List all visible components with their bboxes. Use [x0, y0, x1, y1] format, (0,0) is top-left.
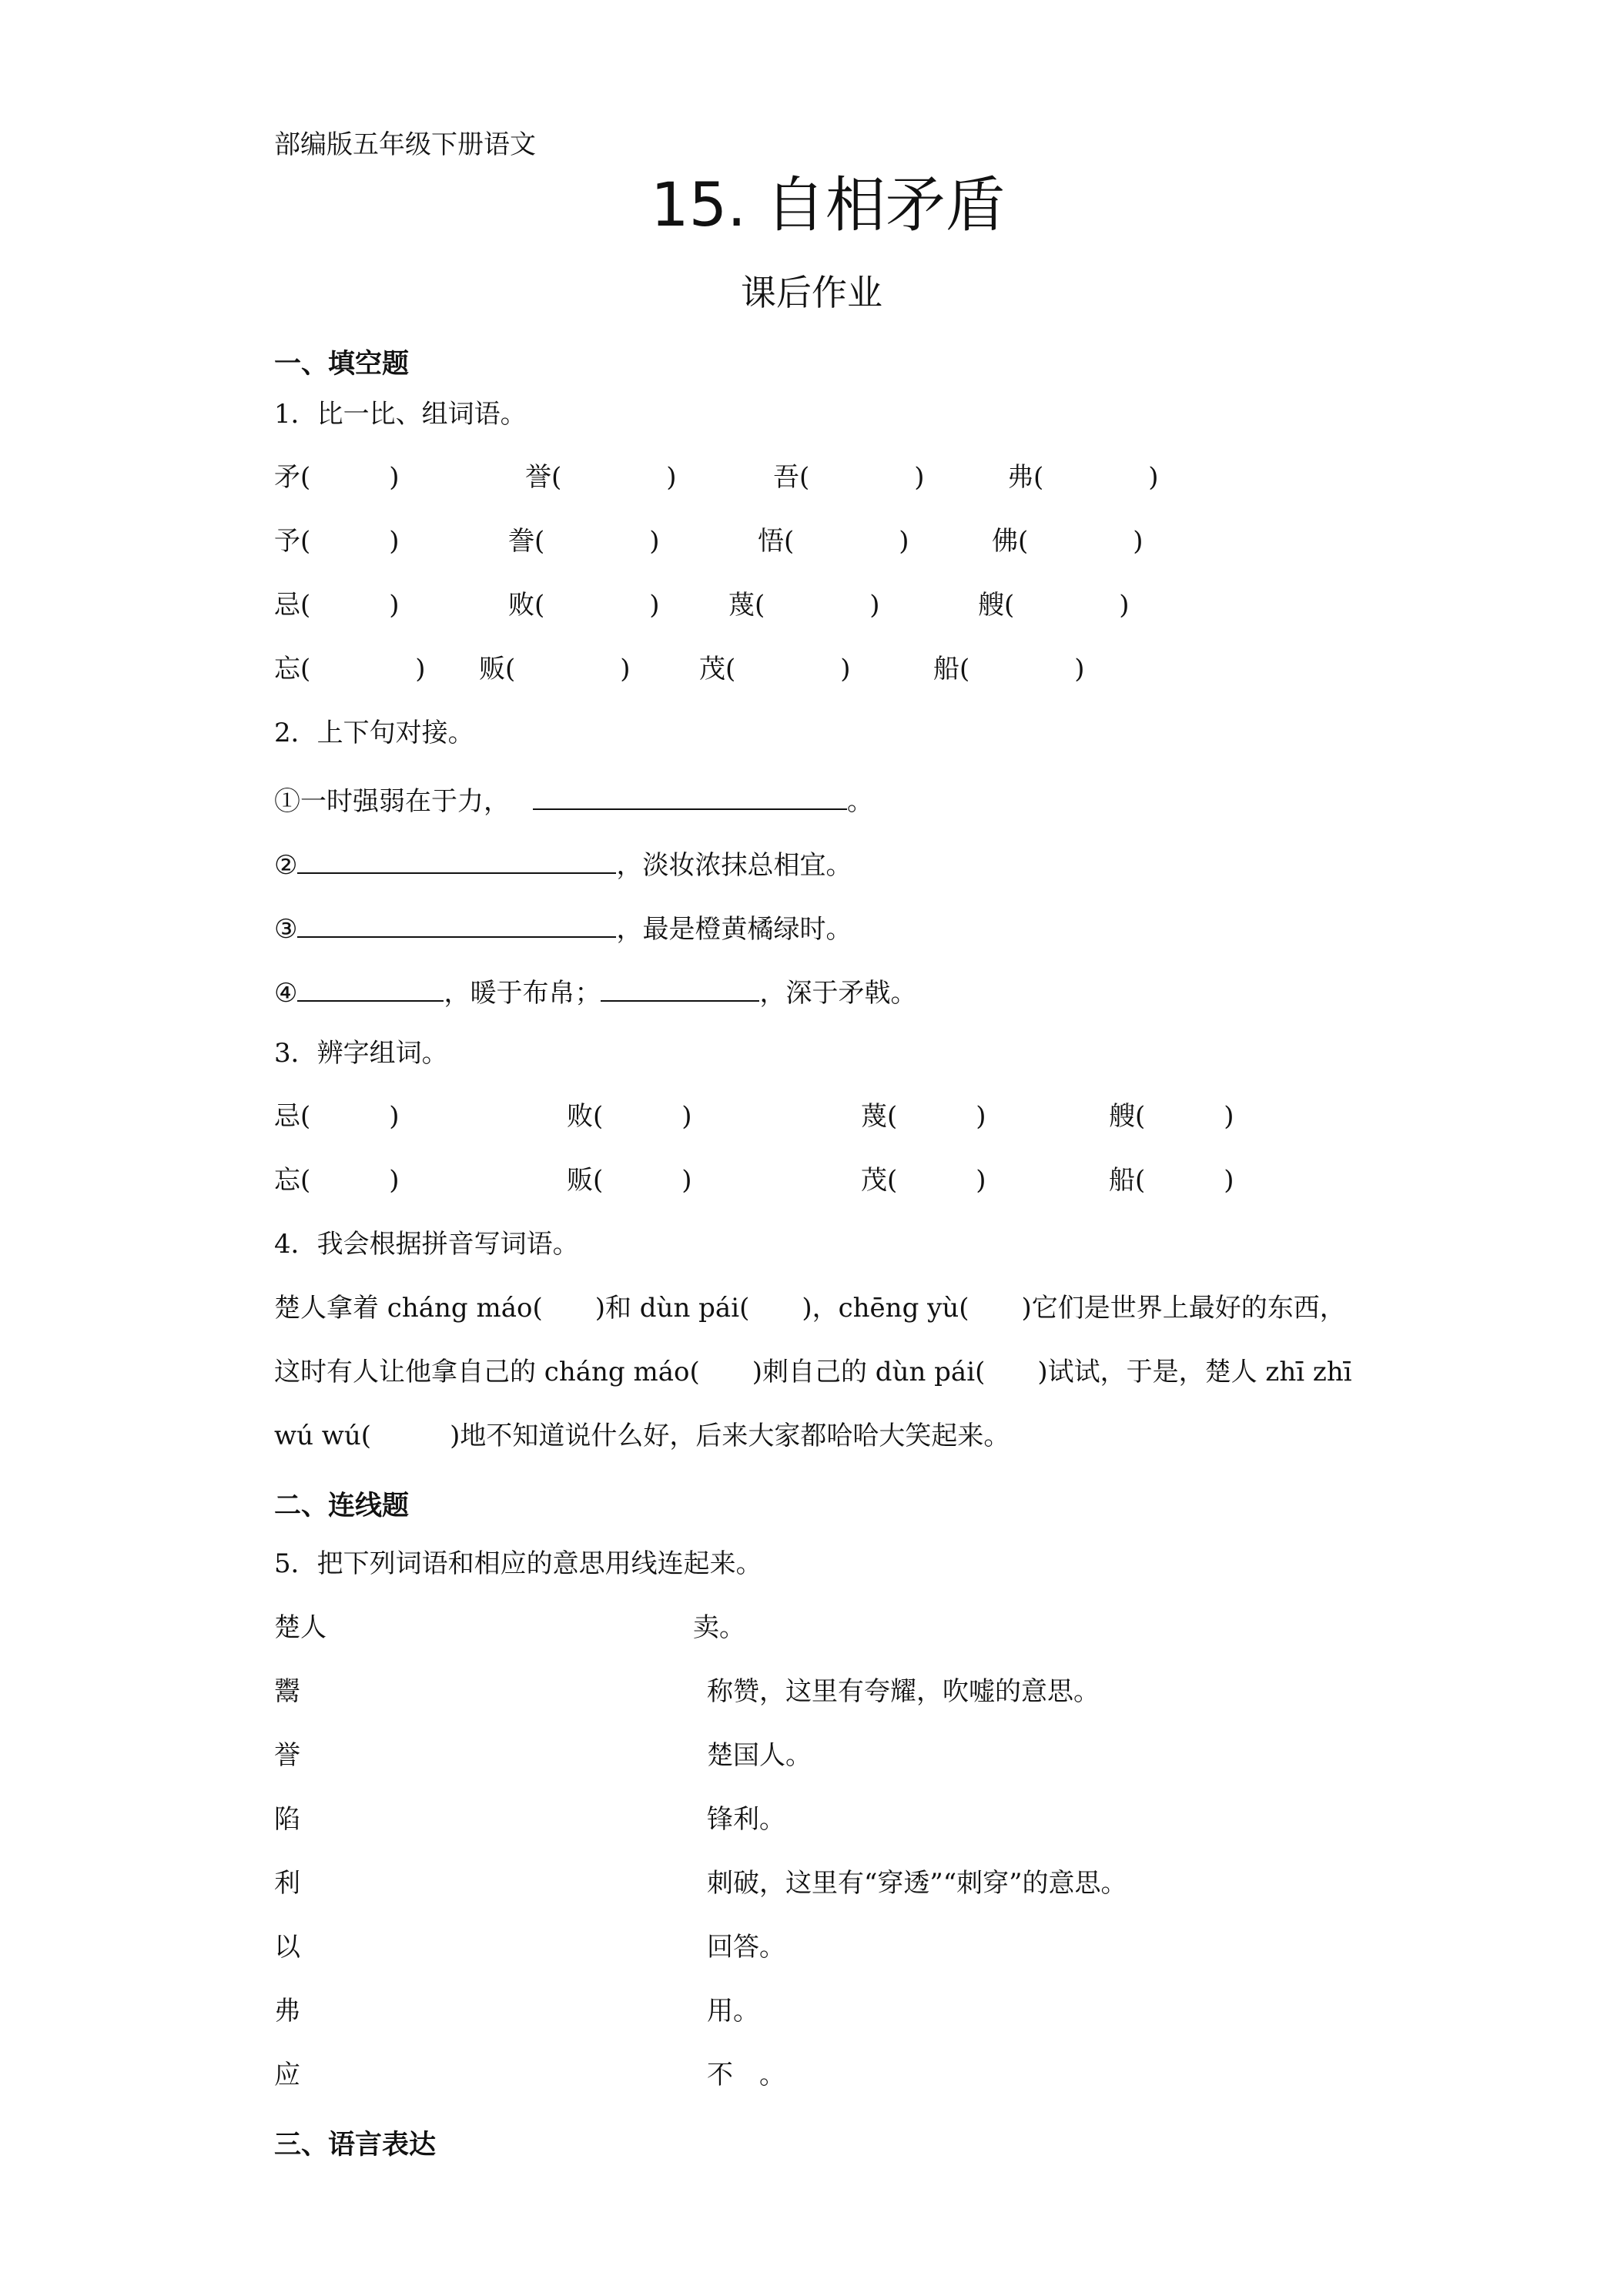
couplet-line: [274, 782, 873, 817]
question-label: 2．上下句对接。: [274, 718, 474, 748]
couplet-line: [274, 846, 852, 881]
match-right-item: 不 。: [707, 2060, 785, 2090]
answer-blank[interactable]: [297, 910, 616, 938]
couplet-text: ②: [274, 850, 298, 881]
match-left-item: 鬻: [274, 1676, 300, 1707]
match-left-item: 弗: [274, 1996, 300, 2027]
q1-cell: 茂( ): [699, 654, 851, 684]
passage-line: 这时有人让他拿自己的 cháng máo( )刺自己的 dùn pái( )试试，于是，楚人 zhī zhī: [274, 1357, 1352, 1387]
question-label: 3．辨字组词。: [274, 1038, 448, 1069]
match-left-item: 利: [274, 1868, 300, 1899]
section-heading: 二、连线题: [274, 1491, 410, 1521]
match-left-item: 陷: [274, 1804, 300, 1835]
q1-cell: 誊( ): [508, 526, 660, 557]
page-subtitle: 课后作业: [741, 272, 882, 313]
match-right-item: 卖。: [693, 1612, 745, 1643]
q1-cell: 弗( ): [1007, 462, 1159, 493]
match-right-item: 锋利。: [707, 1804, 785, 1835]
match-right-item: 用。: [707, 1996, 759, 2027]
passage-line: 楚人拿着 cháng máo( )和 dùn pái( )，chēng yù( )它们是世界上最好的东西，: [274, 1293, 1346, 1324]
q1-cell: 艘( ): [978, 590, 1130, 621]
header-note: 部编版五年级下册语文: [274, 129, 536, 160]
match-left-item: 以: [274, 1932, 300, 1963]
question-label: 4．我会根据拼音写词语。: [274, 1229, 579, 1260]
q1-cell: 贩( ): [479, 654, 631, 684]
couplet-text: ①一时强弱在于力，: [274, 786, 510, 817]
match-right-item: 刺破，这里有“穿透”“刺穿”的意思。: [707, 1868, 1127, 1899]
q1-cell: 吾( ): [773, 462, 925, 493]
q1-cell: 悟( ): [758, 526, 909, 557]
couplet-text: ，最是橙黄橘绿时。: [616, 914, 852, 945]
couplet-text: ，深于矛戟。: [759, 978, 917, 1009]
question-label: 1．比一比、组词语。: [274, 399, 527, 430]
q3-cell: 贩( ): [567, 1165, 692, 1196]
q3-cell: 船( ): [1109, 1165, 1234, 1196]
passage-line: wú wú( )地不知道说什么好，后来大家都哈哈大笑起来。: [274, 1421, 1010, 1451]
couplet-text: ③: [274, 914, 298, 945]
q1-cell: 忌( ): [274, 590, 400, 621]
q1-cell: 败( ): [508, 590, 660, 621]
q3-cell: 茂( ): [861, 1165, 986, 1196]
q3-cell: 忌( ): [274, 1101, 400, 1132]
q3-cell: 忘( ): [274, 1165, 400, 1196]
section-heading: 三、语言表达: [274, 2130, 437, 2160]
answer-blank[interactable]: [297, 974, 444, 1002]
q1-cell: 佛( ): [992, 526, 1143, 557]
match-right-item: 称赞，这里有夸耀，吹嘘的意思。: [707, 1676, 1100, 1707]
q3-cell: 败( ): [567, 1101, 692, 1132]
q1-cell: 誉( ): [525, 462, 677, 493]
couplet-text: ，暖于布帛；: [444, 978, 601, 1009]
section-heading: 一、填空题: [274, 349, 410, 380]
match-left-item: 誉: [274, 1740, 300, 1771]
couplet-text: ，淡妆浓抹总相宜。: [616, 850, 852, 881]
q1-cell: 船( ): [933, 654, 1085, 684]
couplet-text: 。: [847, 786, 873, 817]
match-right-item: 回答。: [707, 1932, 785, 1963]
q1-cell: 矛( ): [274, 462, 400, 493]
answer-blank[interactable]: [533, 782, 847, 810]
q1-cell: 忘( ): [274, 654, 426, 684]
answer-blank[interactable]: [601, 974, 759, 1002]
page-title: 15. 自相矛盾: [651, 171, 1006, 240]
q1-cell: 予( ): [274, 526, 400, 557]
match-left-item: 楚人: [274, 1612, 326, 1643]
match-right-item: 楚国人。: [707, 1740, 812, 1771]
q3-cell: 艘( ): [1109, 1101, 1234, 1132]
couplet-line: [274, 910, 852, 945]
match-left-item: 应: [274, 2060, 300, 2090]
q1-cell: 蔑( ): [728, 590, 880, 621]
couplet-text: ④: [274, 978, 298, 1009]
answer-blank[interactable]: [297, 846, 616, 874]
couplet-line: [274, 974, 916, 1009]
question-label: 5．把下列词语和相应的意思用线连起来。: [274, 1548, 762, 1579]
q3-cell: 蔑( ): [861, 1101, 986, 1132]
